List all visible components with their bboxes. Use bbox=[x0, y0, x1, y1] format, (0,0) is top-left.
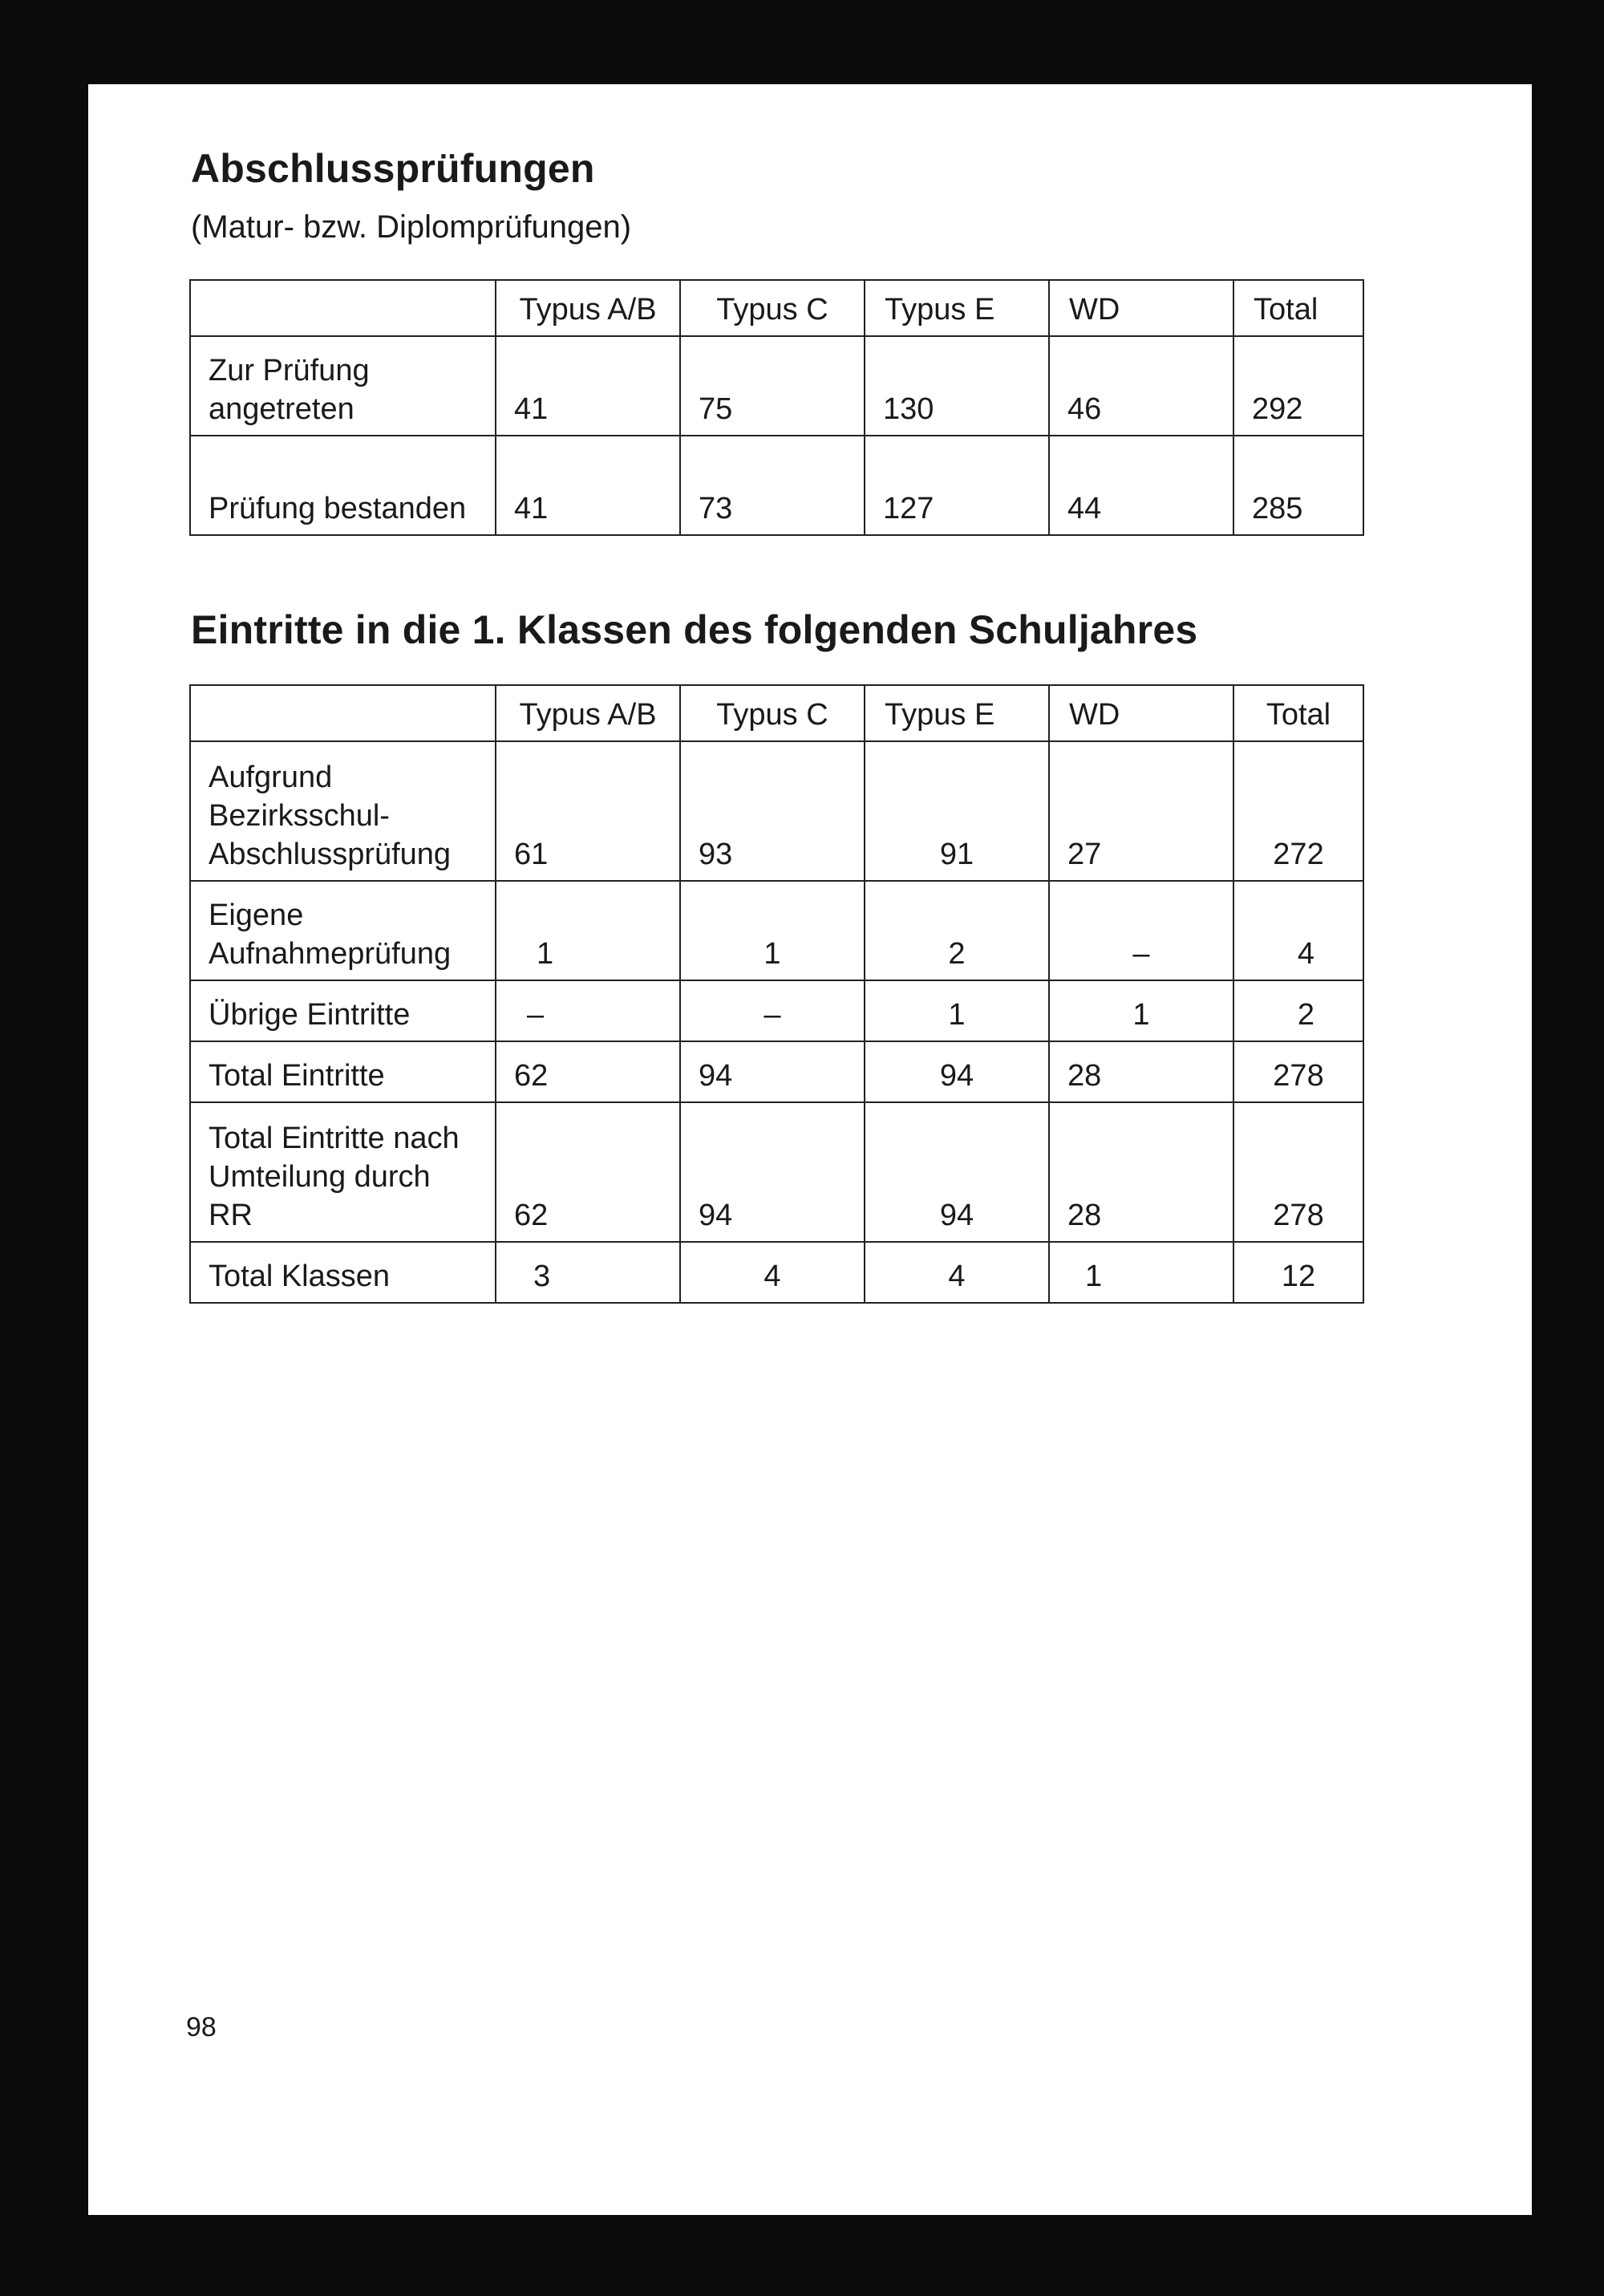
header-cell: Typus C bbox=[680, 280, 865, 336]
cell: 1 bbox=[496, 881, 680, 980]
cell: 94 bbox=[865, 1102, 1049, 1242]
cell: 41 bbox=[496, 436, 680, 535]
cell: 91 bbox=[865, 741, 1049, 881]
cell: 292 bbox=[1233, 336, 1363, 436]
row-label: Übrige Eintritte bbox=[190, 980, 496, 1041]
cell: 278 bbox=[1233, 1102, 1363, 1242]
cell: 1 bbox=[680, 881, 865, 980]
exam-results-table bbox=[189, 279, 1364, 536]
cell: 4 bbox=[865, 1242, 1049, 1303]
header-cell: Total bbox=[1233, 280, 1363, 336]
row-label: Zur Prüfung angetreten bbox=[190, 336, 496, 436]
header-cell: Typus A/B bbox=[496, 685, 680, 741]
cell: 73 bbox=[680, 436, 865, 535]
table-header-row bbox=[190, 685, 1363, 741]
header-cell bbox=[190, 280, 496, 336]
cell: 272 bbox=[1233, 741, 1363, 881]
header-cell: Typus A/B bbox=[496, 280, 680, 336]
table-row bbox=[190, 1242, 1363, 1303]
cell: 3 bbox=[496, 1242, 680, 1303]
cell: 4 bbox=[1233, 881, 1363, 980]
row-label: Prüfung bestanden bbox=[190, 436, 496, 535]
table-header-row bbox=[190, 280, 1363, 336]
cell: – bbox=[680, 980, 865, 1041]
cell: 61 bbox=[496, 741, 680, 881]
header-cell: Typus E bbox=[865, 280, 1049, 336]
cell: 130 bbox=[865, 336, 1049, 436]
row-label: Total Klassen bbox=[190, 1242, 496, 1303]
table-row bbox=[190, 1102, 1363, 1242]
cell: 41 bbox=[496, 336, 680, 436]
cell: 2 bbox=[865, 881, 1049, 980]
header-cell: Typus E bbox=[865, 685, 1049, 741]
section-title-eintritte: Eintritte in die 1. Klassen des folgenden Schuljahres bbox=[191, 607, 1198, 652]
table-row bbox=[190, 980, 1363, 1041]
cell: 93 bbox=[680, 741, 865, 881]
admissions-table bbox=[189, 684, 1364, 1304]
header-cell: WD bbox=[1049, 280, 1233, 336]
row-label: Aufgrund Bezirksschul-Abschlussprüfung bbox=[190, 741, 496, 881]
header-cell: Typus C bbox=[680, 685, 865, 741]
cell: 278 bbox=[1233, 1041, 1363, 1102]
section-subtitle: (Matur- bzw. Diplomprüfungen) bbox=[191, 209, 632, 245]
table-row bbox=[190, 741, 1363, 881]
cell: 12 bbox=[1233, 1242, 1363, 1303]
table-row bbox=[190, 336, 1363, 436]
cell: 1 bbox=[1049, 1242, 1233, 1303]
cell: – bbox=[1049, 881, 1233, 980]
cell: 28 bbox=[1049, 1102, 1233, 1242]
row-label: Total Eintritte nach Umteilung durch RR bbox=[190, 1102, 496, 1242]
header-cell: WD bbox=[1049, 685, 1233, 741]
header-cell bbox=[190, 685, 496, 741]
row-label: Eigene Aufnahmeprüfung bbox=[190, 881, 496, 980]
cell: 27 bbox=[1049, 741, 1233, 881]
cell: 4 bbox=[680, 1242, 865, 1303]
table-row bbox=[190, 881, 1363, 980]
cell: 94 bbox=[865, 1041, 1049, 1102]
table-row bbox=[190, 436, 1363, 535]
cell: 46 bbox=[1049, 336, 1233, 436]
cell: 44 bbox=[1049, 436, 1233, 535]
section-title-abschlusspruefungen: Abschlussprüfungen bbox=[191, 146, 595, 191]
cell: 62 bbox=[496, 1041, 680, 1102]
cell: 2 bbox=[1233, 980, 1363, 1041]
cell: 94 bbox=[680, 1102, 865, 1242]
cell: 1 bbox=[865, 980, 1049, 1041]
cell: 285 bbox=[1233, 436, 1363, 535]
cell: 127 bbox=[865, 436, 1049, 535]
cell: 62 bbox=[496, 1102, 680, 1242]
cell: 1 bbox=[1049, 980, 1233, 1041]
row-label: Total Eintritte bbox=[190, 1041, 496, 1102]
cell: 94 bbox=[680, 1041, 865, 1102]
cell: – bbox=[496, 980, 680, 1041]
table-row bbox=[190, 1041, 1363, 1102]
page-number: 98 bbox=[186, 2012, 217, 2042]
header-cell: Total bbox=[1233, 685, 1363, 741]
cell: 75 bbox=[680, 336, 865, 436]
cell: 28 bbox=[1049, 1041, 1233, 1102]
